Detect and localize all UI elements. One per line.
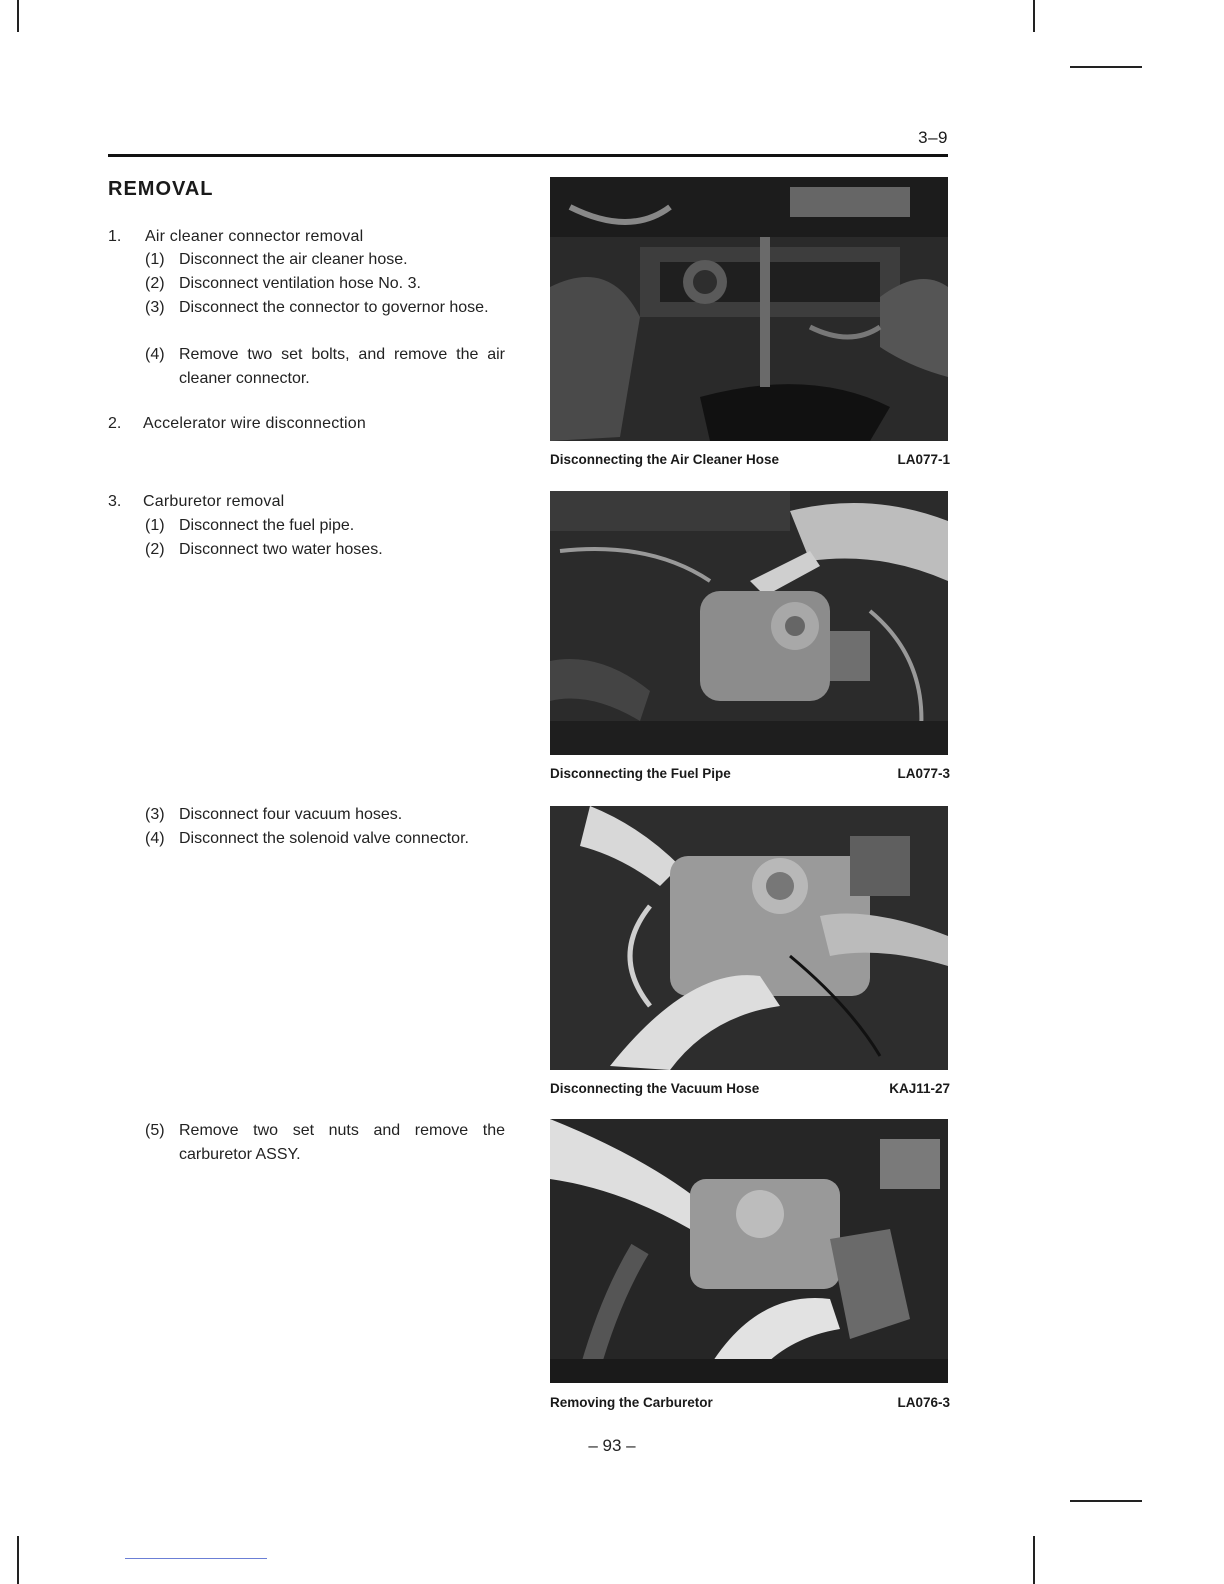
substep-text: Disconnect ventilation hose No. 3. [179, 275, 421, 292]
crop-mark-bottom-left [17, 1536, 19, 1584]
substep [145, 827, 505, 851]
step-title: Carburetor removal [143, 493, 285, 510]
substep-label: (3) [145, 299, 165, 316]
figure-code: LA077-1 [897, 452, 950, 467]
substep [145, 1119, 505, 1166]
substep-text: Disconnect the solenoid valve connector. [179, 830, 469, 847]
engine-photo-air-cleaner [550, 177, 948, 441]
substep-text: Disconnect four vacuum hoses. [179, 806, 403, 823]
caption-text: Disconnecting the Vacuum Hose [550, 1081, 760, 1096]
figure-caption [550, 452, 950, 467]
substep [145, 803, 505, 827]
substep-label: (1) [145, 251, 165, 268]
substep-label: (1) [145, 517, 165, 534]
step-number: 3. [108, 493, 122, 510]
substep-label: (2) [145, 275, 165, 292]
crop-mark-right-lower [1070, 1500, 1142, 1502]
substep-text: Remove two set bolts, and remove the air cleaner connector. [179, 346, 505, 387]
substep-text: Remove two set nuts and remove the carburetor ASSY. [179, 1122, 505, 1163]
caption-text: Disconnecting the Fuel Pipe [550, 766, 731, 781]
step-number: 2. [108, 415, 122, 432]
figure-caption [550, 1395, 950, 1410]
crop-mark-top-right [1033, 0, 1035, 32]
figure-code: LA076-3 [897, 1395, 950, 1410]
header-rule [108, 154, 948, 157]
figure-photo [550, 177, 948, 441]
substep-text: Disconnect the fuel pipe. [179, 517, 355, 534]
crop-mark-bottom-right [1033, 1536, 1035, 1584]
substep [145, 272, 505, 296]
figure-photo [550, 806, 948, 1070]
figure-photo [550, 491, 948, 755]
step-title: Accelerator wire disconnection [143, 415, 366, 432]
figure-caption [550, 1081, 950, 1096]
substep-text: Disconnect the air cleaner hose. [179, 251, 408, 268]
caption-text: Disconnecting the Air Cleaner Hose [550, 452, 780, 467]
crop-mark-top-left [17, 0, 19, 32]
engine-photo-vacuum-hose [550, 806, 948, 1070]
substep-label: (5) [145, 1122, 165, 1139]
substep-label: (4) [145, 830, 165, 847]
substep [145, 343, 505, 390]
substep [145, 514, 505, 538]
engine-photo-carburetor [550, 1119, 948, 1383]
engine-photo-fuel-pipe [550, 491, 948, 755]
figure-photo [550, 1119, 948, 1383]
page-number: – 93 – [588, 1436, 636, 1455]
substep-label: (3) [145, 806, 165, 823]
crop-mark-right-upper [1070, 66, 1142, 68]
substep-text: Disconnect the connector to governor hose. [179, 299, 489, 316]
caption-text: Removing the Carburetor [550, 1395, 713, 1410]
substep [145, 248, 505, 272]
figure-code: KAJ11-27 [889, 1081, 950, 1096]
substep [145, 538, 505, 562]
step-number: 1. [108, 228, 122, 245]
figure-code: LA077-3 [897, 766, 950, 781]
page-reference: 3–9 [918, 128, 948, 147]
step-title: Air cleaner connector removal [145, 228, 364, 245]
substep-label: (2) [145, 541, 165, 558]
section-title: REMOVAL [108, 178, 214, 200]
scan-artifact-line [125, 1558, 267, 1559]
figure-caption [550, 766, 950, 781]
substep-label: (4) [145, 346, 165, 363]
substep [145, 296, 505, 320]
substep-text: Disconnect two water hoses. [179, 541, 383, 558]
